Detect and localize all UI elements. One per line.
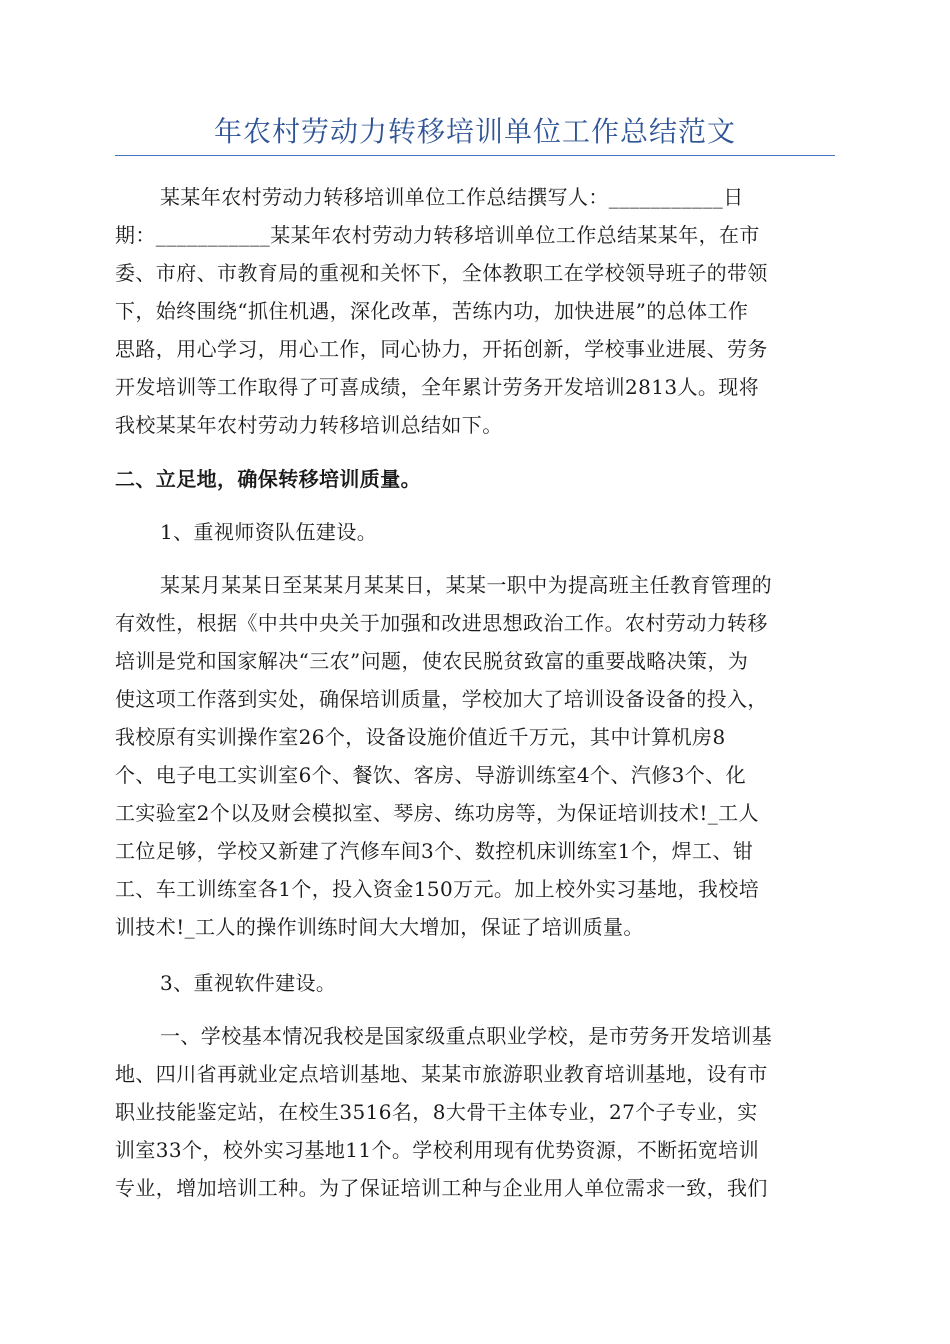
text-line: 使这项工作落到实处，确保培训质量，学校加大了培训设备设备的投入， [115, 687, 768, 711]
title-underline [115, 155, 835, 156]
text-line: 个、电子电工实训室6个、餐饮、客房、导游训练室4个、汽修3个、化 [115, 763, 746, 787]
text-line: 我校某某年农村劳动力转移培训总结如下。 [115, 413, 503, 437]
text-line: 培训是党和国家解决“三农”问题，使农民脱贫致富的重要战略决策，为 [115, 649, 749, 673]
item-3-text: 3、重视软件建设。 [160, 971, 337, 995]
text-line: 某某年农村劳动力转移培训单位工作总结撰写人：___________日 [160, 185, 744, 209]
item-1-heading [115, 513, 835, 551]
text-line: 委、市府、市教育局的重视和关怀下，全体教职工在学校领导班子的带领 [115, 261, 768, 285]
text-line: 工位足够，学校又新建了汽修车间3个、数控机床训练室1个，焊工、钳 [115, 839, 754, 863]
text-line: 地、四川省再就业定点培训基地、某某市旅游职业教育培训基地，设有市 [115, 1062, 768, 1086]
item-1-text: 1、重视师资队伍建设。 [160, 520, 378, 544]
text-line: 思路，用心学习，用心工作，同心协力，开拓创新，学校事业进展、劳务 [115, 337, 768, 361]
text-line: 有效性，根据《中共中央关于加强和改进思想政治工作。农村劳动力转移 [115, 611, 768, 635]
text-line: 工、车工训练室各1个，投入资金150万元。加上校外实习基地，我校培 [115, 877, 760, 901]
intro-paragraph [115, 178, 835, 444]
document-title: 年农村劳动力转移培训单位工作总结范文 [213, 115, 736, 148]
item-3-heading [115, 964, 835, 1002]
text-line: 职业技能鉴定站，在校生3516名，8大骨干主体专业，27个子专业，实 [115, 1100, 758, 1124]
text-line: 下，始终围绕“抓住机遇，深化改革，苦练内功，加快进展”的总体工作 [115, 299, 749, 323]
section-heading [115, 460, 835, 498]
body-paragraph [115, 566, 835, 946]
section-heading-text: 二、立足地，确保转移培训质量。 [115, 467, 421, 491]
text-line: 某某月某某日至某某月某某日，某某一职中为提高班主任教育管理的 [160, 573, 772, 597]
text-line: 开发培训等工作取得了可喜成绩，全年累计劳务开发培训2813人。现将 [115, 375, 760, 399]
text-line: 专业，增加培训工种。为了保证培训工种与企业用人单位需求一致，我们 [115, 1176, 768, 1200]
text-line: 训技术!_工人的操作训练时间大大增加，保证了培训质量。 [115, 915, 644, 939]
closing-paragraph [115, 1017, 835, 1207]
text-line: 期：___________某某年农村劳动力转移培训单位工作总结某某年，在市 [115, 223, 760, 247]
text-line: 我校原有实训操作室26个，设备设施价值近千万元，其中计算机房8 [115, 725, 726, 749]
text-line: 一、学校基本情况我校是国家级重点职业学校，是市劳务开发培训基 [160, 1024, 772, 1048]
text-line: 训室33个，校外实习基地11个。学校利用现有优势资源，不断拓宽培训 [115, 1138, 760, 1162]
text-line: 工实验室2个以及财会模拟室、琴房、练功房等，为保证培训技术!_工人 [115, 801, 759, 825]
